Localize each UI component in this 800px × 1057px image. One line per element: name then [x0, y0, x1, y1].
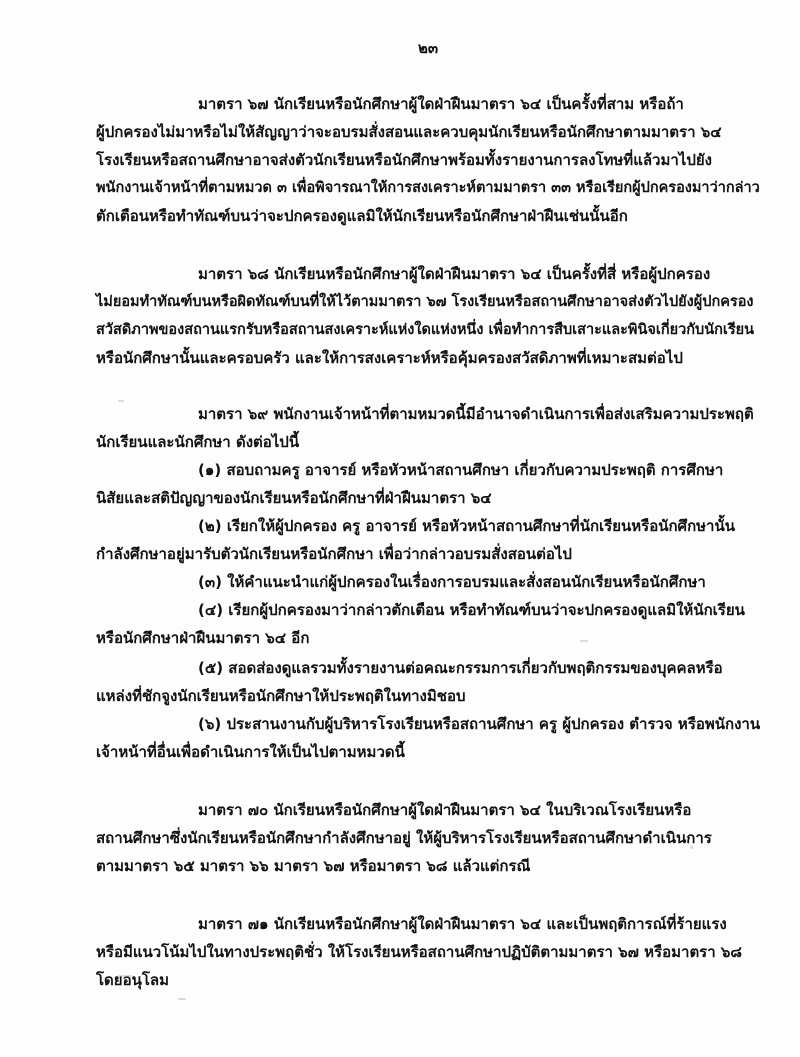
text-line: แหล่งที่ชักจูงนักเรียนหรือนักศึกษาให้ประพฤติในทางมิชอบ [96, 687, 466, 705]
text-line: พนักงานเจ้าหน้าที่ตามหมวด ๓ เพื่อพิจารณาให้การสงเคราะห์ตามมาตรา ๓๓ หรือเรียกผู้ปกครองมาว่ากล่าว [96, 180, 760, 196]
text-line: ผู้ปกครองไม่มาหรือไม่ให้สัญญาว่าจะอบรมสั่งสอนและควบคุมนักเรียนหรือนักศึกษาตามมาตรา ๖๔ [96, 123, 722, 141]
text-line: ตามมาตรา ๖๕ มาตรา ๖๖ มาตรา ๖๗ หรือมาตรา ๖๘ แล้วแต่กรณี [96, 857, 531, 875]
list-item: (๔) เรียกผู้ปกครองมาว่ากล่าวตักเตือน หรือทำทัณฑ์บนว่าจะปกครองดูแลมิให้นักเรียน [198, 601, 745, 619]
text-line: สถานศึกษาซึ่งนักเรียนหรือนักศึกษากำลังศึกษาอยู่ ให้ผู้บริหารโรงเรียนหรือสถานศึกษาดำเนินการ [96, 829, 712, 847]
text-line: ตักเตือนหรือทำทัณฑ์บนว่าจะปกครองดูแลมิให้นักเรียนหรือนักศึกษาฝ่าฝืนเช่นนั้นอีก [96, 207, 628, 225]
text-line: นักเรียนและนักศึกษา ดังต่อไปนี้ [96, 433, 300, 451]
text-line: หรือนักศึกษาฝ่าฝืนมาตรา ๖๔ อีก [96, 629, 310, 647]
scan-speck [118, 975, 132, 977]
text-line: มาตรา ๗๑ นักเรียนหรือนักศึกษาผู้ใดฝ่าฝืนมาตรา ๖๔ และเป็นพฤติการณ์ที่ร้ายแรง [198, 915, 727, 933]
text-line: หรือนักศึกษานั้นและครอบครัว และให้การสงเคราะห์หรือคุ้มครองสวัสดิภาพที่เหมาะสมต่อไป [96, 349, 683, 367]
scan-speck [580, 640, 588, 642]
list-item: (๖) ประสานงานกับผู้บริหารโรงเรียนหรือสถานศึกษา ครู ผู้ปกครอง ตำรวจ หรือพนักงาน [198, 715, 761, 733]
page-number: ๒๓ [418, 39, 439, 57]
list-item: (๒) เรียกให้ผู้ปกครอง ครู อาจารย์ หรือหัวหน้าสถานศึกษาที่นักเรียนหรือนักศึกษานั้น [198, 517, 735, 535]
text-line: โรงเรียนหรือสถานศึกษาอาจส่งตัวนักเรียนหรือนักศึกษาพร้อมทั้งรายงานการลงโทษที่แล้วมาไปยัง [96, 151, 712, 169]
text-line: ไม่ยอมทำทัณฑ์บนหรือผิดทัณฑ์บนที่ให้ไว้ตามมาตรา ๖๗ โรงเรียนหรือสถานศึกษาอาจส่งตัวไปยังผู้ปกครอง [96, 294, 754, 310]
text-line: มาตรา ๖๘ นักเรียนหรือนักศึกษาผู้ใดฝ่าฝืนมาตรา ๖๔ เป็นครั้งที่สี่ หรือผู้ปกครอง [198, 265, 711, 283]
text-line: มาตรา ๖๗ นักเรียนหรือนักศึกษาผู้ใดฝ่าฝืนมาตรา ๖๔ เป็นครั้งที่สาม หรือถ้า [198, 95, 684, 113]
scan-speck [690, 846, 693, 849]
scan-speck [118, 400, 124, 402]
list-item: (๕) สอดส่องดูแลรวมทั้งรายงานต่อคณะกรรมการเกี่ยวกับพฤติกรรมของบุคคลหรือ [198, 659, 723, 677]
text-line: มาตรา ๗๐ นักเรียนหรือนักศึกษาผู้ใดฝ่าฝืนมาตรา ๖๔ ในบริเวณโรงเรียนหรือ [198, 801, 692, 819]
list-item: (๓) ให้คำแนะนำแก่ผู้ปกครองในเรื่องการอบรมและสั่งสอนนักเรียนหรือนักศึกษา [198, 573, 706, 591]
list-item: (๑) สอบถามครู อาจารย์ หรือหัวหน้าสถานศึกษา เกี่ยวกับความประพฤติ การศึกษา [198, 461, 724, 479]
text-line: สวัสดิภาพของสถานแรกรับหรือสถานสงเคราะห์แห่งใดแห่งหนึ่ง เพื่อทำการสืบเสาะและพินิจเกี่ยวกับนักเรียน [96, 322, 755, 338]
text-line: หรือมีแนวโน้มไปในทางประพฤติชั่ว ให้โรงเรียนหรือสถานศึกษาปฏิบัติตามมาตรา ๖๗ หรือมาตรา ๖๘ [96, 943, 742, 961]
text-line: กำลังศึกษาอยู่มารับตัวนักเรียนหรือนักศึกษา เพื่อว่ากล่าวอบรมสั่งสอนต่อไป [96, 545, 572, 563]
scan-speck [178, 998, 186, 1000]
text-line: โดยอนุโลม [96, 971, 169, 989]
text-line: มาตรา ๖๙ พนักงานเจ้าหน้าที่ตามหมวดนี้มีอำนาจดำเนินการเพื่อส่งเสริมความประพฤติ [198, 405, 754, 423]
text-line: เจ้าหน้าที่อื่นเพื่อดำเนินการให้เป็นไปตามหมวดนี้ [96, 743, 405, 761]
text-line: นิสัยและสติปัญญาของนักเรียนหรือนักศึกษาที่ฝ่าฝืนมาตรา ๖๔ [96, 489, 492, 507]
